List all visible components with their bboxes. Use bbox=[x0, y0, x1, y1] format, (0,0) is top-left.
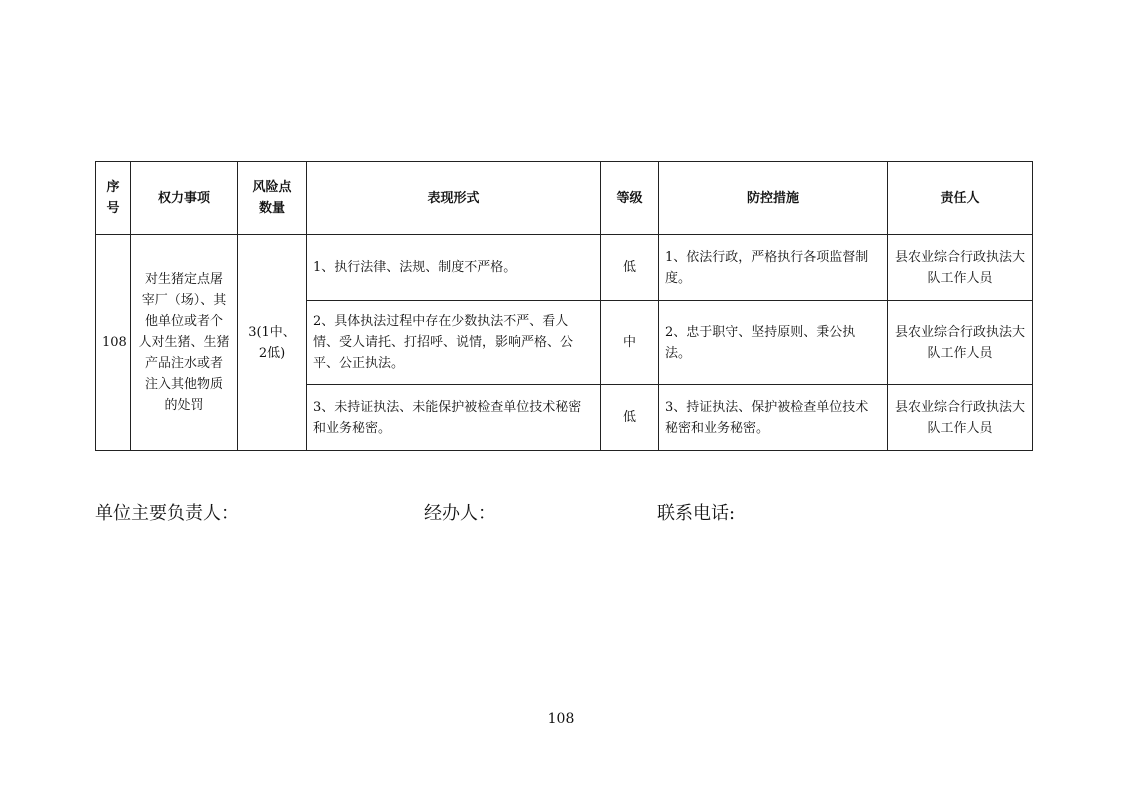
power-matter-line: 人对生猪、生猪 bbox=[138, 335, 230, 350]
manifestation-cell: 3、未持证执法、未能保护被检查单位技术秘密和业务秘密。 bbox=[307, 385, 601, 451]
power-matter-cell bbox=[131, 235, 238, 451]
header-risk-count-line: 风险点 bbox=[252, 180, 292, 195]
header-power-matter: 权力事项 bbox=[131, 162, 238, 235]
power-matter-line: 注入其他物质 bbox=[144, 377, 223, 392]
level-cell: 低 bbox=[601, 235, 659, 301]
responsible-cell: 县农业综合行政执法大队工作人员 bbox=[888, 235, 1033, 301]
header-measures: 防控措施 bbox=[659, 162, 888, 235]
risk-count-line: 2低) bbox=[258, 345, 286, 361]
header-seq-line: 号 bbox=[106, 201, 120, 216]
risk-table bbox=[95, 161, 1033, 451]
header-manifestation: 表现形式 bbox=[307, 162, 601, 235]
risk-count-cell bbox=[238, 235, 307, 451]
header-risk-count-line: 数量 bbox=[258, 201, 285, 216]
header-risk-count bbox=[238, 162, 307, 235]
power-matter-line: 对生猪定点屠 bbox=[144, 272, 223, 287]
header-seq bbox=[96, 162, 131, 235]
measures-cell: 3、持证执法、保护被检查单位技术秘密和业务秘密。 bbox=[659, 385, 888, 451]
header-responsible: 责任人 bbox=[888, 162, 1033, 235]
phone-label: 联系电话: bbox=[657, 503, 736, 524]
table-header-row bbox=[96, 162, 1033, 235]
page-number: 108 bbox=[547, 711, 575, 727]
risk-count-line: 3(1中、 bbox=[248, 324, 296, 340]
manifestation-cell: 2、具体执法过程中存在少数执法不严、看人情、受人请托、打招呼、说情，影响严格、公平、公正执法。 bbox=[307, 301, 601, 385]
power-matter-line: 宰厂（场）、其 bbox=[141, 293, 227, 308]
power-matter-line: 他单位或者个 bbox=[144, 314, 223, 329]
item-number: 108 bbox=[96, 235, 131, 451]
header-level: 等级 bbox=[601, 162, 659, 235]
level-cell: 中 bbox=[601, 301, 659, 385]
header-seq-line: 序 bbox=[106, 180, 120, 195]
measures-cell: 2、忠于职守、坚持原则、秉公执法。 bbox=[659, 301, 888, 385]
responsible-cell: 县农业综合行政执法大队工作人员 bbox=[888, 385, 1033, 451]
measures-cell: 1、依法行政，严格执行各项监督制度。 bbox=[659, 235, 888, 301]
table-row bbox=[96, 235, 1033, 301]
manifestation-cell: 1、执行法律、法规、制度不严格。 bbox=[307, 235, 601, 301]
unit-head-label: 单位主要负责人： bbox=[95, 503, 239, 524]
level-cell: 低 bbox=[601, 385, 659, 451]
handler-label: 经办人： bbox=[424, 503, 496, 524]
power-matter-line: 的处罚 bbox=[164, 398, 204, 413]
power-matter-line: 产品注水或者 bbox=[144, 356, 223, 371]
responsible-cell: 县农业综合行政执法大队工作人员 bbox=[888, 301, 1033, 385]
